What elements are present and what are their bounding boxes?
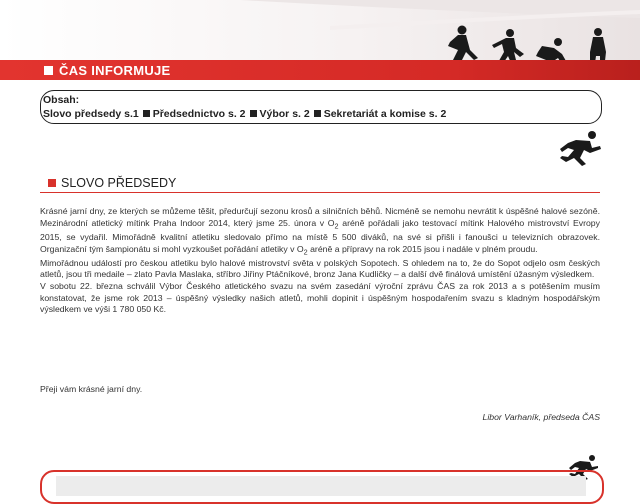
contents-item[interactable]: Sekretariát a komise s. 2 bbox=[323, 108, 447, 120]
greeting: Přeji vám krásné jarní dny. bbox=[40, 384, 143, 394]
section-divider bbox=[40, 192, 600, 193]
section-heading bbox=[48, 176, 176, 190]
contents-box bbox=[40, 90, 602, 124]
square-bullet-icon bbox=[143, 110, 150, 117]
banner-square-icon bbox=[44, 66, 53, 75]
banner-title bbox=[44, 63, 171, 78]
next-section-bar bbox=[56, 476, 586, 496]
sprinter-icon bbox=[556, 130, 606, 166]
section-title: SLOVO PŘEDSEDY bbox=[61, 176, 177, 190]
square-bullet-icon bbox=[314, 110, 321, 117]
contents-item[interactable]: Slovo předsedy s.1 bbox=[43, 108, 139, 120]
contents-items bbox=[43, 108, 446, 120]
square-bullet-icon bbox=[250, 110, 257, 117]
contents-title: Obsah: bbox=[43, 94, 80, 106]
paragraph-2: Mimořádnou událostí pro českou atletiku bylo halové mistrovství světa v polských Sopotech. S ohledem na to, že do Sopot odjelo osm českých atletů, jsou tři medaile – zlato Pavla Maslaka, stříbro Jiřiny Ptáčníkové, bronz Jana Kudličky – a další dvě finálová umístění úžasným výsledkem. bbox=[40, 257, 600, 280]
contents-item[interactable]: Výbor s. 2 bbox=[259, 108, 310, 120]
contents-item[interactable]: Předsednictvo s. 2 bbox=[152, 108, 246, 120]
signature: Libor Varhaník, předseda ČAS bbox=[482, 412, 600, 422]
section-square-icon bbox=[48, 179, 56, 187]
article-body bbox=[40, 206, 600, 316]
paragraph-3: V sobotu 22. března schválil Výbor Českého atletického svazu na svém zasedání výroční zprávu ČAS za rok 2013 a s potěšením musím konstatovat, že jsme rok 2013 – úspěšný výsledky našich atletů, mohli dopinit i úspěšným hospodařením svazu s kladným hospodářským výsledkem ve výši 1 780 050 Kč. bbox=[40, 281, 600, 315]
top-banner bbox=[0, 0, 640, 82]
paragraph-1: Krásné jarní dny, ze kterých se můžeme těšit, předurčují sezonu krosů a silničních běhů. Nicméně se nemohu nevrátit k úspěšné halové sezóně. Mezinárodní atletický mítink Praha Indoor 2014, který jsme 25. února v $O_2$ aréně pořádali jako testovací mítink Halového mistrovství Evropy 2015, se vydařil. Mimořádně kvalitní atletiku sledovalo přímo na místě 5 500 diváků, na své si přišli i fanoušci u televizních obrazovek. Organizační tým šampionátu si mohl vyzkoušet pořádání atletiky v $O_2$ aréně a přípravy na rok 2015 jsou i nadále v plném proudu. bbox=[40, 206, 600, 257]
banner-title-text: ČAS INFORMUJE bbox=[59, 63, 171, 78]
